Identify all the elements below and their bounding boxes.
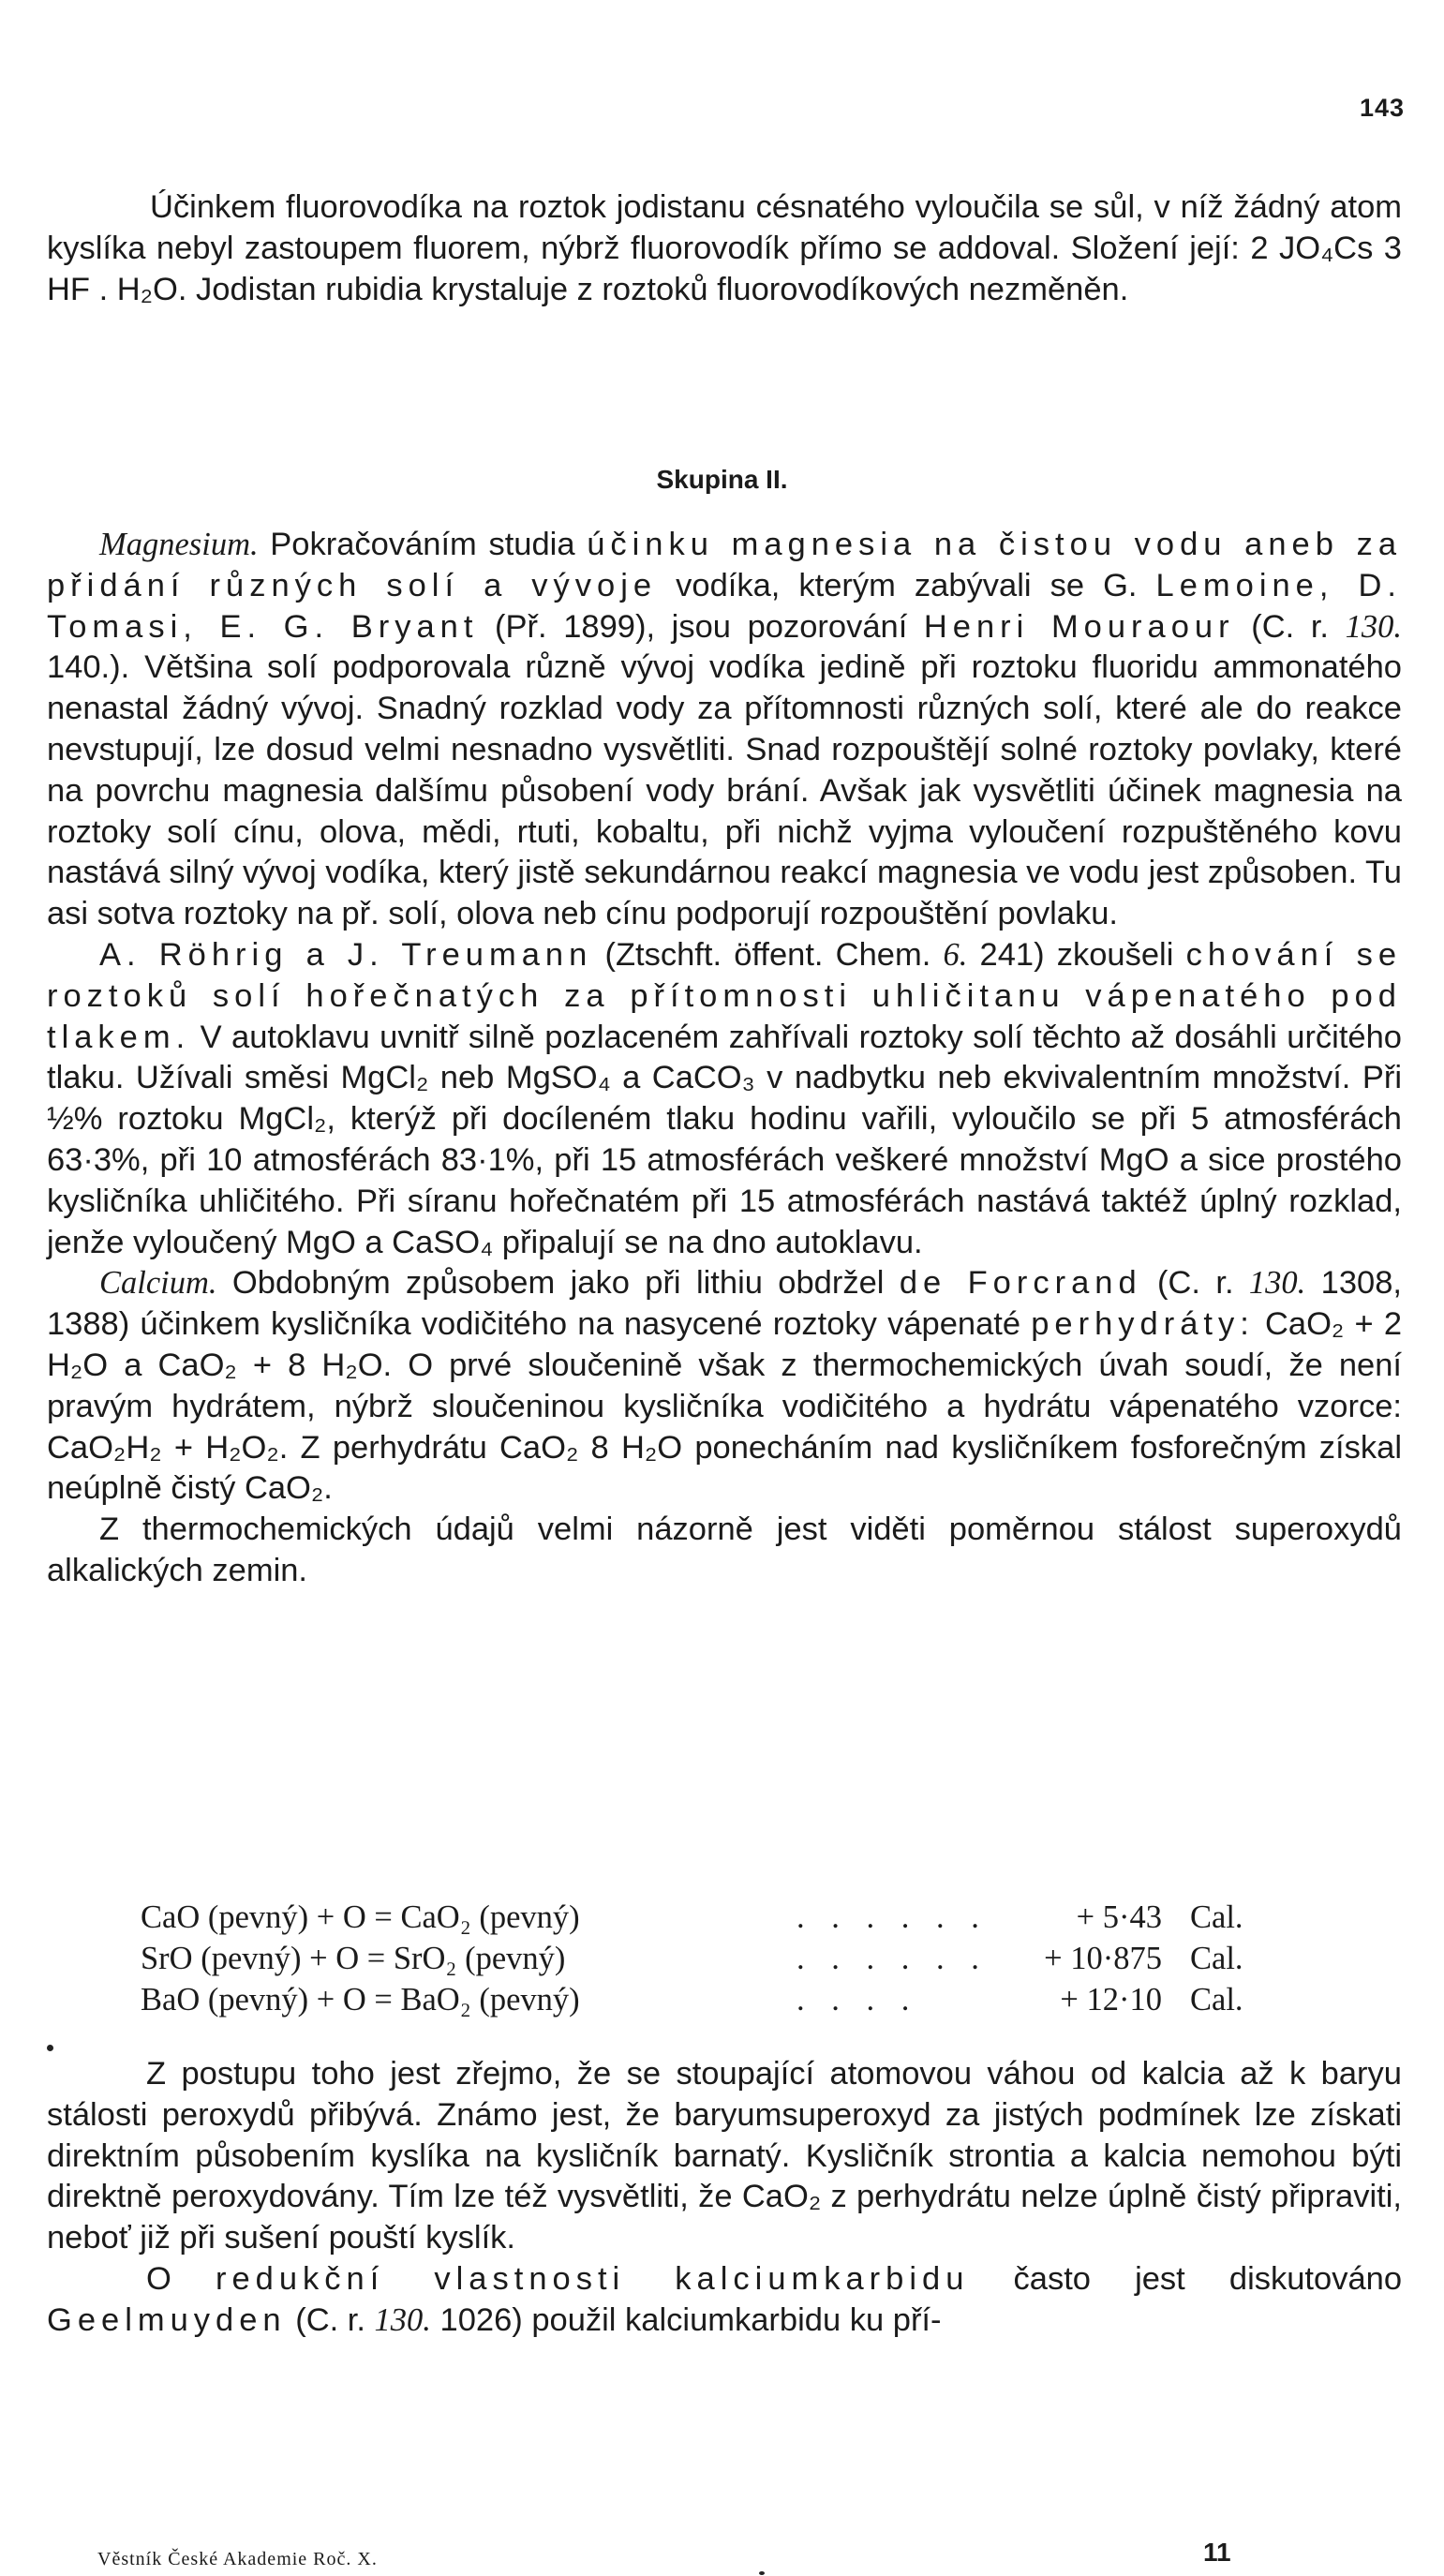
text-span: V autoklavu uvnitř silně pozlaceném zahřívali roztoky solí těchto až dosáhli určitého tlaku. Užívali směsi MgCl₂ neb MgSO₄ a CaCO₃ v nadbytku neb ekvivalentním množství. Při ½% roztoku MgCl₂, kterýž při docíleném tlaku hodinu vařili, vyloučilo se při 5 atmosférách 63·3%, při 10 atmosférách 83·1%, při 15 atmosférách veškeré množství MgO a sice prostého kysličníka uhličitého. Při síranu hořečnatém při 15 atmosférách nastává taktéž úplný rozklad, jenže vyloučený MgO a CaSO₄ připalují se na dno autoklavu. <box>47 1019 1402 1260</box>
spaced-author: Henri Mouraour <box>923 608 1235 645</box>
page-number: 143 <box>1359 94 1405 122</box>
text-span: (C. r. <box>286 2301 375 2338</box>
text-span: 140.). Většina solí podporovala různě vývoj vodíka jedině při roztoku fluoridu ammonatého nenastal žádný vývoj. Snadný rozklad vody za přítomnosti různých solí, které ale do reakce nevstupují, lze dosud velmi nesnadno vysvětliti. Snad rozpouštějí solné roztoky povlaky, které na povrchu magnesia dalšímu působení vody brání. Avšak jak vysvětliti účinek magnesia na roztoky solí cínu, olova, mědi, rtuti, kobaltu, při nichž vyjma vyloučení rozpuštěného kovu nastává silný vývoj vodíka, který jistě sekundárnou reakcí magnesia ve vodu jest způsoben. Tu asi sotva roztoky na př. solí, olova neb cínu podporují rozpouštění povlaku. <box>47 649 1402 932</box>
main-text-block <box>47 525 1402 1592</box>
text-span: vodíka, kterým zabývali se G. <box>657 567 1156 603</box>
footer-sheet-number: 11 <box>1203 2538 1231 2567</box>
calcium-term: Calcium. <box>99 1265 217 1302</box>
table-row <box>141 1938 1321 1979</box>
spaced-text: chování se roztoků solí hořečnatých za přítomnosti uhličitanu vápenatého pod tlakem. <box>47 936 1403 1055</box>
thermo-intro: Z thermochemických údajů velmi názorně jest viděti poměrnou stálost superoxydů alkalických zemin. <box>47 1511 1402 1588</box>
text-span: (Př. 1899), jsou pozorování <box>478 608 924 645</box>
stray-print-mark <box>759 2571 765 2575</box>
table-formula: CaO (pevný) + O = CaO₂ (pevný) <box>141 1899 580 1935</box>
intro-paragraph-block <box>47 187 1402 310</box>
text-span: Obdobným způsobem jako při lithiu obdržel <box>216 1265 900 1302</box>
spaced-text: perhydráty: <box>1031 1306 1255 1343</box>
table-value: + 10·875 <box>1044 1941 1162 1976</box>
text-span: 1026) použil kalciumkarbidu ku pří- <box>430 2301 942 2338</box>
magnesium-paragraph <box>47 525 1402 935</box>
spaced-text: redukční vlastnosti kalciumkarbidu <box>215 2260 970 2297</box>
text-span: často jest diskutováno <box>969 2260 1403 2297</box>
text-span: O <box>146 2260 216 2297</box>
table-value: + 12·10 <box>1060 1982 1162 2018</box>
thermo-table <box>141 1897 1321 2020</box>
spaced-authors: Lemoine, D. Tomasi, E. G. Bryant <box>47 567 1402 645</box>
spaced-author: de Forcrand <box>899 1265 1142 1302</box>
volume-number: 130. <box>374 2301 431 2338</box>
volume-number: 6. <box>943 936 968 973</box>
table-unit: Cal. <box>1190 1899 1243 1935</box>
table-value: + 5·43 <box>1076 1899 1162 1935</box>
spaced-text: účinku magnesia na čistou vodu aneb za přidání různých solí a vývoje <box>47 527 1403 603</box>
table-leader-dots: . . . . <box>796 1982 919 2018</box>
text-span: (C. r. <box>1234 608 1346 645</box>
table-unit: Cal. <box>1190 1941 1243 1976</box>
table-unit: Cal. <box>1190 1982 1243 2018</box>
after-table-block <box>47 2054 1402 2342</box>
spaced-author: Geelmuyden <box>47 2301 287 2338</box>
table-row <box>141 1897 1321 1938</box>
intro-paragraph: Účinkem fluorovodíka na roztok jodistanu césnatého vyloučila se sůl, v níž žádný atom kyslíka nebyl zastoupem fluorem, nýbrž fluorovodík přímo se addoval. Složení její: 2 JO₄Cs 3 HF . H₂O. Jodistan rubidia krystaluje z roztoků fluorovodíkových nezměněn. <box>47 189 1402 307</box>
text-span: CaO₂ + 2 H₂O a CaO₂ + 8 H₂O. O prvé sloučenině však z thermochemických úvah soudí, že není pravým hydrátem, nýbrž sloučeninou kysličníka vodičitého a hydrátu vápenatého vzorce: CaO₂H₂ + H₂O₂. Z perhydrátu CaO₂ 8 H₂O ponecháním nad kysličníkem fosforečným získal neúplně čistý CaO₂. <box>47 1306 1403 1507</box>
stray-print-mark <box>47 2045 53 2051</box>
magnesium-term: Magnesium. <box>99 527 259 562</box>
spaced-authors: A. Röhrig a J. Treumann <box>99 936 593 973</box>
volume-number: 130. <box>1345 608 1402 645</box>
table-leader-dots: . . . . . . <box>796 1899 989 1935</box>
text-span: (Ztschft. öffent. Chem. <box>592 936 944 973</box>
last-paragraph <box>47 2259 1402 2342</box>
text-span: Pokračováním studia <box>258 527 588 562</box>
text-span: (C. r. <box>1141 1265 1249 1302</box>
footer-journal: Věstník České Akademie Roč. X. <box>97 2549 378 2569</box>
table-leader-dots: . . . . . . <box>796 1941 989 1976</box>
table-row <box>141 1979 1321 2020</box>
conclusion-paragraph: Z postupu toho jest zřejmo, že se stoupající atomovou váhou od kalcia až k baryu stálosti peroxydů přibývá. Známo jest, že baryumsuperoxyd za jistých podmínek lze získati direktním působením kyslíka na kysličník barnatý. Kysličník strontia a kalcia nemohou býti direktně peroxydovány. Tím lze též vysvětliti, že CaO₂ z perhydrátu nelze úplně čistý připraviti, neboť již při sušení pouští kyslík. <box>47 2056 1402 2256</box>
calcium-paragraph <box>47 1263 1402 1510</box>
table-formula: BaO (pevný) + O = BaO₂ (pevný) <box>141 1982 580 2018</box>
rohrig-paragraph <box>47 935 1402 1263</box>
section-heading: Skupina II. <box>656 465 788 494</box>
table-formula: SrO (pevný) + O = SrO₂ (pevný) <box>141 1941 566 1976</box>
volume-number: 130. <box>1248 1265 1306 1302</box>
text-span: 1308, 1388) účinkem kysličníka vodičitého na nasycené roztoky vápenaté <box>47 1265 1402 1343</box>
text-span: 241) zkoušeli <box>967 936 1186 973</box>
